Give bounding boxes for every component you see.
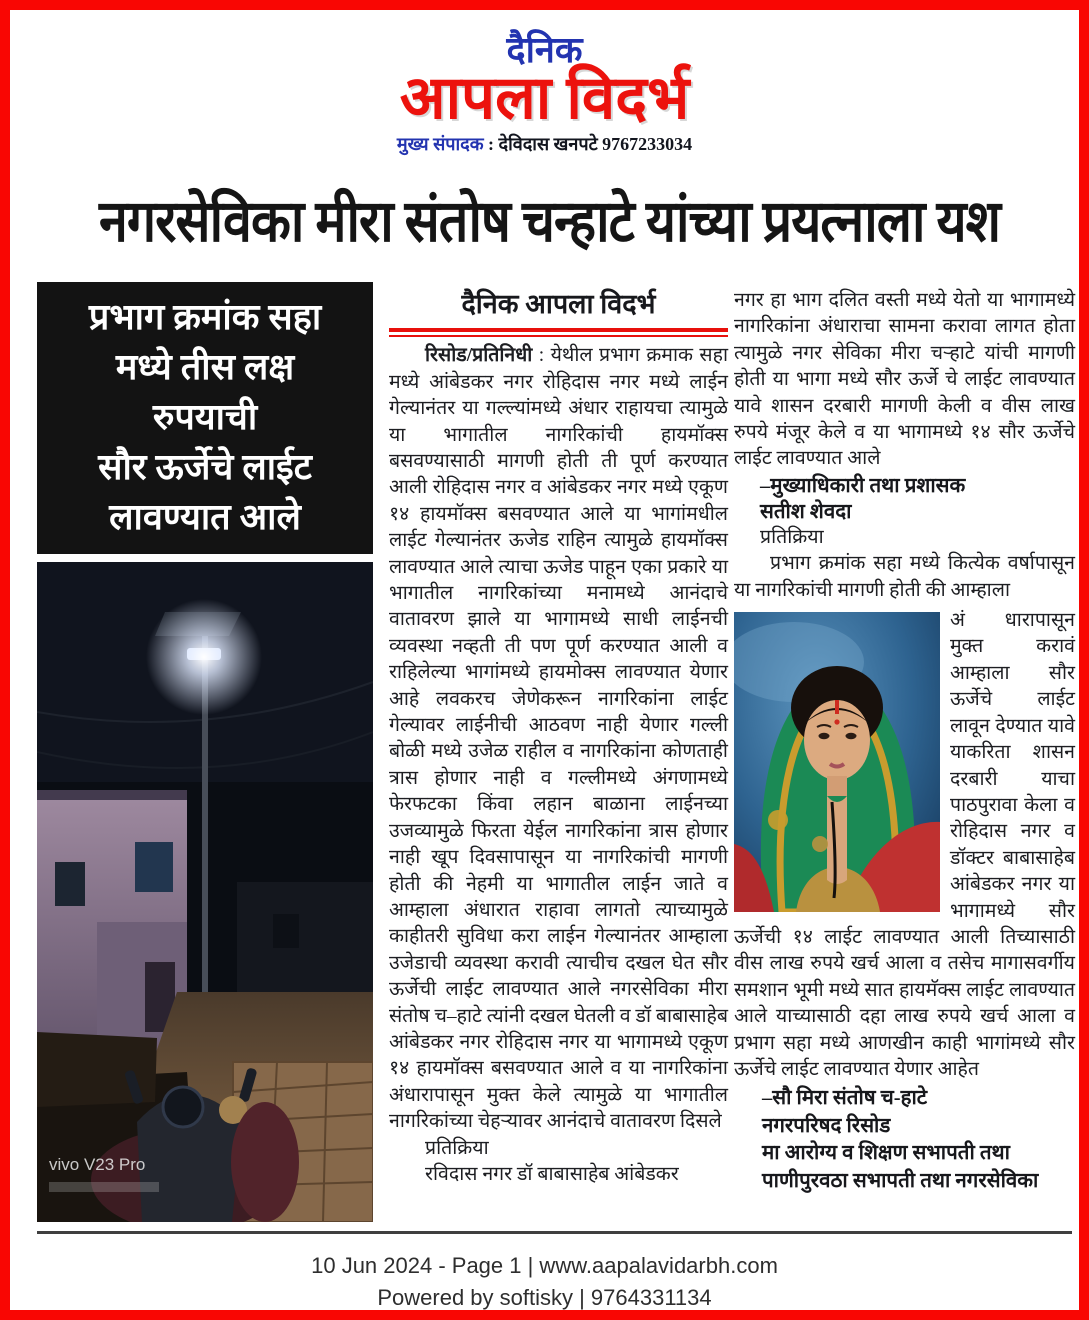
street-night-photo (37, 562, 373, 1222)
masthead-title: आपला विदर्भ (399, 64, 690, 131)
footer-date-page-url: 10 Jun 2024 - Page 1 | www.aapalavidarbh.com (311, 1253, 778, 1278)
footer-divider (37, 1231, 1072, 1234)
paragraph-text: सौर ऊर्जेची १४ लाईट लावण्यात आली तिच्यासाठी वीस लाख रुपये खर्च आला व तसेच मागासवर्गीय समशान भूमी मध्ये सात हायमॅक्स लाईट लावण्यात आले याच्यासाठी दहा लाख रुपये खर्च आला व प्रभाग सहा मध्ये आणखीन काही भागांमध्ये सौर ऊर्जेचे लाईट लावण्यात येणार आहेत (734, 900, 1075, 1080)
portrait-photo (734, 612, 940, 912)
portrait-with-text (734, 608, 1075, 1083)
highlight-line: मध्ये तीस लक्ष (115, 347, 295, 387)
signature-block (734, 1085, 1075, 1195)
camera-watermark: vivo V23 Pro (49, 1155, 146, 1174)
highlight-line: सौर ऊर्जेचे लाईट (98, 447, 312, 487)
sari-flower-motif (768, 810, 788, 830)
lamp-glow (146, 599, 262, 715)
byline-name: सतीश शेवदा (760, 500, 852, 523)
paragraph-text: : येथील प्रभाग क्रमाक सहा मध्ये आंबेडकर नगर रोहिदास नगर मध्ये लाईन गेल्यानंतर या गल्ल्यांमध्ये अंधार राहायचा त्यामुळे या भागातील नागरिकांची हायमॉक्स बसवण्यासाठी मागणी होती ती पूर्ण करण्यात आली रोहिदास नगर व आंबेडकर नगर मध्ये एकूण १४ हायमॉक्स बसवण्यात आले या भागांमधील लाईट गेल्यानंतर ऊजेड राहिन त्यामुळे हायमॉक्स लावण्यात आले त्याचा ऊजेड पाहून एका प्रकारे या भागातील नागरिकांच्या मनामध्ये आनंदाचे वातावरण झाले या भागामध्ये साधी लाईनची व्यवस्था नव्हती ती पण पूर्ण करण्यात आली व राहिलेल्या भागांमध्ये हायमोक्स लावण्यात येणार आहे लवकरच जेणेकरून नागरिकांना लाईट गेल्यावर लाईनीची आठवण नाही येणार गल्ली बोळी मध्ये उजेळ राहील व नागरिकांना कोणताही त्रास होणार नाही व गल्लीमध्ये अंगणामध्ये फेरफटका किंवा लहान बाळाना लाईनच्या उजव्यामुळे फिरता येईल नागरिकांना त्रास होणार नाही खूप दिवसापासून या नागरिकांची मागणी होती की नेहमी या भागातील लाईन जाते व आम्हाला अंधारात राहावा लागतो त्याच्यामुळे काहीतरी सुविधा करा लाईन गेल्यानंतर आम्हाला उजेडाची व्यवस्था करावी त्याचीच दखल घेत सौर ऊर्जेची लाईट लावण्यात आले नगरसेविका मीरा संतोष च–हाटे त्यांनी दखल घेतली व डॉ बाबासाहेब आंबेडकर नगर रोहिदास नगर या भागामध्ये एकूण १४ हायमॉक्स बसवण्यात आले व या नागरिकांना अंधारापासून मुक्त केले त्यामुळे या भागातील नागरिकांच्या चेहऱ्यावर आनंदाचे वातावरण दिसले (389, 345, 728, 1133)
highlight-line: लावण्यात आले (109, 497, 301, 537)
main-headline: नगरसेविका मीरा संतोष चन्हाटे यांच्या प्रयत्नाला यश (99, 190, 1000, 255)
right-column (734, 288, 1075, 1195)
footer (10, 1250, 1079, 1314)
signature-line: मा आरोग्य व शिक्षण सभापती तथा (762, 1142, 1010, 1165)
left-column (37, 282, 373, 1222)
paragraph-text: अं धारापासून मुक्त करावं आम्हाला सौर ऊर्जेचे लाईट लावून देण्यात यावे याकरिता शासन दरबारी याचा पाठपुरावा केला व रोहिदास नगर व डॉक्टर बाबासाहेब आंबेडकर नगर या भागामध्ये (950, 610, 1075, 922)
dateline: रिसोड/प्रतिनिधी (425, 345, 533, 367)
article-paragraph: प्रभाग क्रमांक सहा मध्ये कित्येक वर्षापासून या नागरिकांची मागणी होती की आम्हाला (734, 553, 1075, 601)
masthead (10, 32, 1079, 156)
footer-powered-by: Powered by softisky | 9764331134 (377, 1285, 712, 1310)
editor-value: : देविदास खनपटे 9767233034 (488, 133, 693, 154)
reaction-label: प्रतिक्रिया (760, 526, 824, 548)
signature-line: –सौ मिरा संतोष च-हाटे (762, 1087, 928, 1110)
middle-column (389, 288, 728, 1188)
watermark-subline (49, 1182, 159, 1192)
red-double-rule (389, 328, 728, 337)
buildings-right (237, 882, 373, 992)
article-paragraph: नगर हा भाग दलित वस्ती मध्ये येतो या भागामध्ये नागरिकांना अंधाराचा सामना करावा लागत होता त्यामुळे नगर सेविका मीरा चऱ्हाटे यांची मागणी होती या भागा मध्ये सौर ऊर्जे चे लाईट लावण्यात यावे शासन दरबारी मागणी केली व वीस लाख रुपये मंजूर केले व या भागामध्ये १४ सौर ऊर्जेचे लाईट लावण्यात आले (734, 290, 1075, 470)
bindi (834, 719, 839, 724)
highlight-line: रुपयाची (152, 397, 258, 437)
signature-line: पाणीपुरवठा सभापती तथा नगरसेविका (762, 1169, 1039, 1192)
reaction-label: प्रतिक्रिया (425, 1137, 489, 1159)
signature-line: नगरपरिषद रिसोड (762, 1114, 891, 1137)
column-header: दैनिक आपला विदर्भ (461, 289, 656, 319)
tilak (835, 700, 839, 714)
masthead-pre-title: दैनिक (506, 30, 583, 70)
editor-label: मुख्य संपादक (396, 133, 484, 154)
masthead-editor-line (10, 132, 1079, 156)
byline-title: –मुख्याधिकारी तथा प्रशासक (760, 474, 966, 497)
article-paragraph: रविदास नगर डॉ बाबासाहेब आंबेडकर (425, 1163, 679, 1185)
highlight-line: प्रभाग क्रमांक सहा (88, 297, 322, 337)
highlight-box (37, 282, 373, 554)
article-paragraph (389, 343, 728, 1135)
